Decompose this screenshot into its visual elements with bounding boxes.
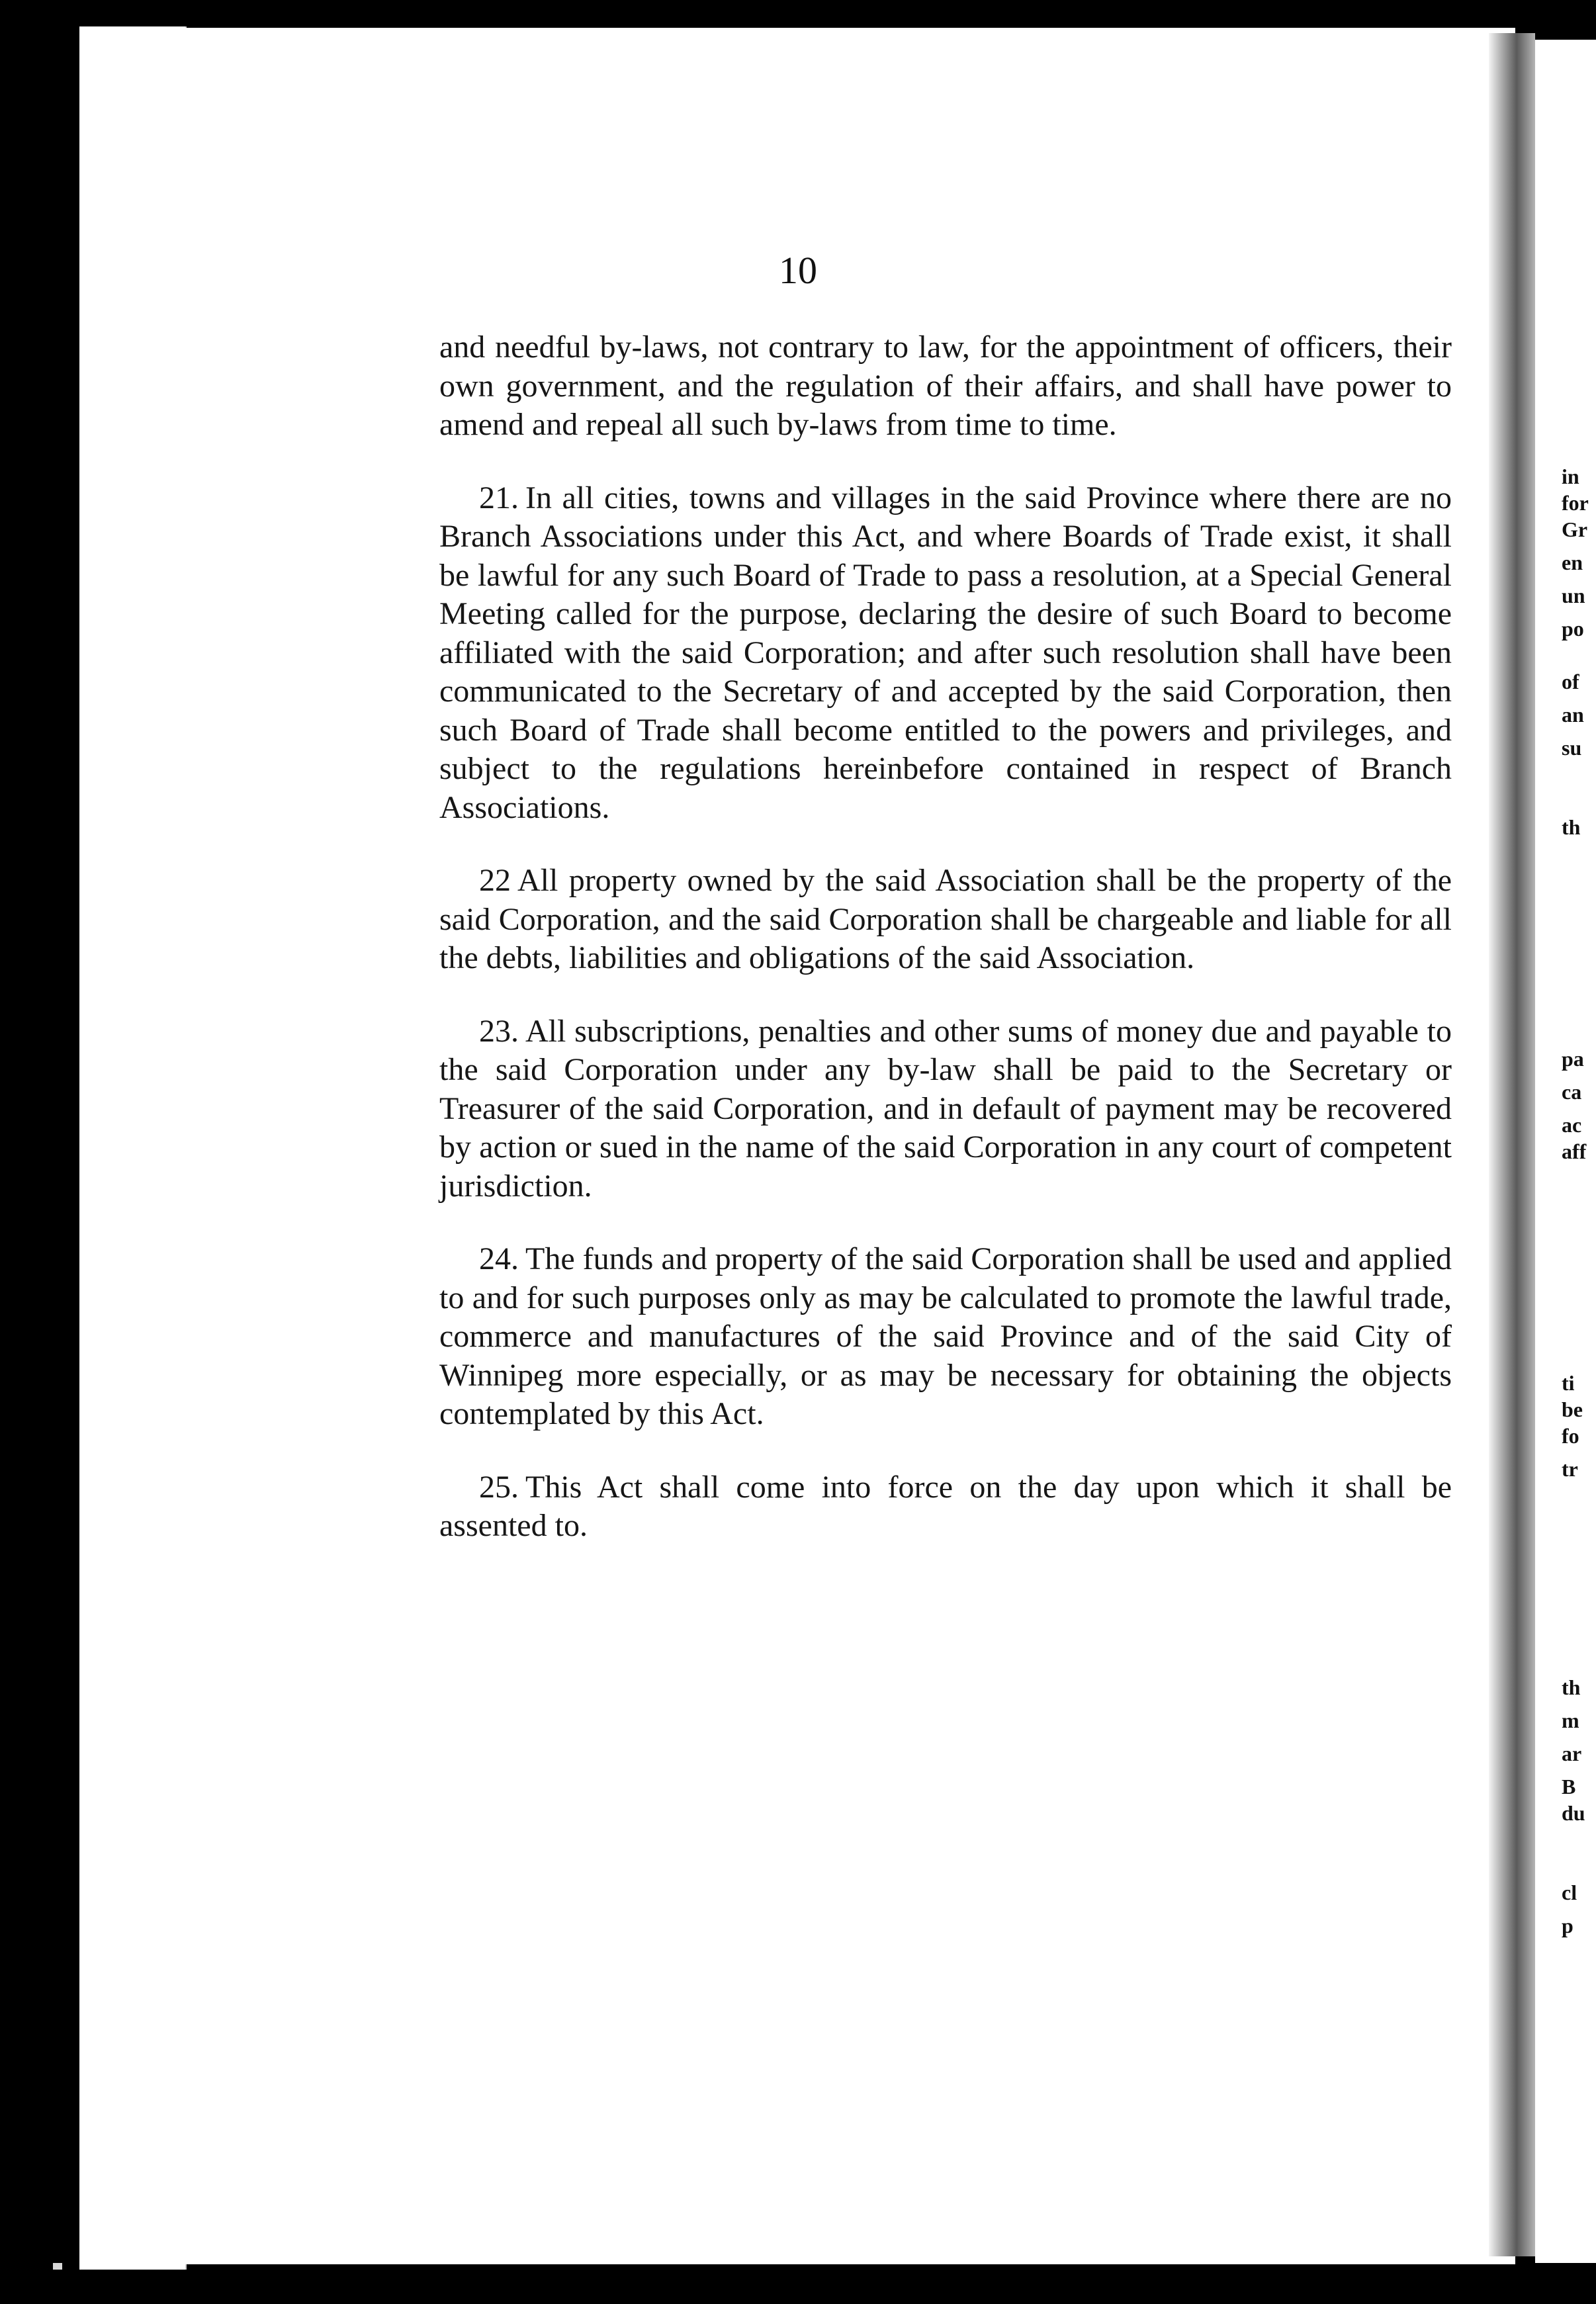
paragraph-text: All property owned by the said Association shall be the property of the said Corporation, and the said Corporation shall be chargeable and liable for all the debts, liabilities and obligations of the said Association. xyxy=(439,863,1452,975)
section-25 xyxy=(439,1468,1452,1546)
margin-fragment: in xyxy=(1562,465,1579,488)
margin-fragment: tr xyxy=(1562,1457,1578,1481)
paragraph-text: All subscriptions, penalties and other sums of money due and payable to the said Corporation under any by-law shall be paid to the Secretary or Treasurer of the said Corporation, and in default of payment may be recovered by action or sued in the name of the said Corporation in any court of competent jurisdiction. xyxy=(439,1013,1452,1204)
margin-fragment: po xyxy=(1562,617,1584,641)
margin-fragment: m xyxy=(1562,1708,1579,1732)
margin-fragment: ca xyxy=(1562,1080,1582,1104)
margin-fragment: for xyxy=(1562,491,1589,515)
margin-fragment: th xyxy=(1562,815,1581,839)
section-21 xyxy=(439,479,1452,828)
paragraph-text: In all cities, towns and villages in the said Province where there are no Branch Associations under this Act, and where Boards of Trade exist, it shall be lawful for any such Board of Trade to pass a resolution, at a Special General Meeting called for the purpose, declaring the desire of such Board to become affiliated with the said Corporation; and after such resolution shall have been communicated to the Secretary of and accepted by the said Corporation, then such Board of Trade shall become entitled to the powers and privileges, and subject to the regulations hereinbefore contained in respect of Branch Associations. xyxy=(439,480,1452,825)
margin-fragment: pa xyxy=(1562,1047,1584,1071)
margin-fragment: be xyxy=(1562,1397,1583,1421)
section-23 xyxy=(439,1012,1452,1206)
scan-speck xyxy=(53,2263,62,2270)
margin-fragment: aff xyxy=(1562,1139,1587,1163)
next-page-margin xyxy=(1535,40,1596,2263)
margin-fragment: ac xyxy=(1562,1113,1582,1137)
section-22 xyxy=(439,862,1452,978)
margin-fragment: du xyxy=(1562,1801,1585,1825)
margin-fragment: an xyxy=(1562,703,1584,727)
page-number: 10 xyxy=(779,249,817,292)
section-number: 21. xyxy=(479,480,519,515)
margin-fragment: fo xyxy=(1562,1424,1579,1448)
margin-fragment: un xyxy=(1562,584,1585,607)
margin-fragment: B xyxy=(1562,1775,1576,1798)
section-number: 24. xyxy=(479,1241,519,1276)
margin-fragment: cl xyxy=(1562,1881,1577,1904)
paragraph-text: The funds and property of the said Corporation shall be used and applied to and for such purposes only as may be calculated to promote the lawful trade, commerce and manufactures of the said Province and of the said City of Winnipeg more especially, or as may be necessary for obtaining the objects contemplated by this Act. xyxy=(439,1241,1452,1431)
margin-fragment: th xyxy=(1562,1675,1581,1699)
margin-fragment: of xyxy=(1562,670,1579,693)
page-gutter xyxy=(1489,33,1535,2256)
margin-fragment: ar xyxy=(1562,1742,1582,1765)
margin-fragment: su xyxy=(1562,736,1582,760)
section-number: 23. xyxy=(479,1013,519,1049)
paragraph-text: and needful by-laws, not contrary to law, for the appointment of officers, their own government, and the regulation of their affairs, and shall have power to amend and repeal all such by-laws from time to time. xyxy=(439,330,1452,442)
paragraph-text: This Act shall come into force on the day upon which it shall be assented to. xyxy=(439,1469,1452,1543)
section-number: 22 xyxy=(479,863,511,898)
paragraph-continuation xyxy=(439,328,1452,445)
margin-fragment: p xyxy=(1562,1914,1574,1937)
margin-fragment: en xyxy=(1562,551,1583,574)
margin-fragment: Gr xyxy=(1562,517,1588,541)
body-text xyxy=(439,328,1452,1546)
section-number: 25. xyxy=(479,1469,519,1505)
section-24 xyxy=(439,1240,1452,1434)
margin-fragment: ti xyxy=(1562,1371,1575,1395)
